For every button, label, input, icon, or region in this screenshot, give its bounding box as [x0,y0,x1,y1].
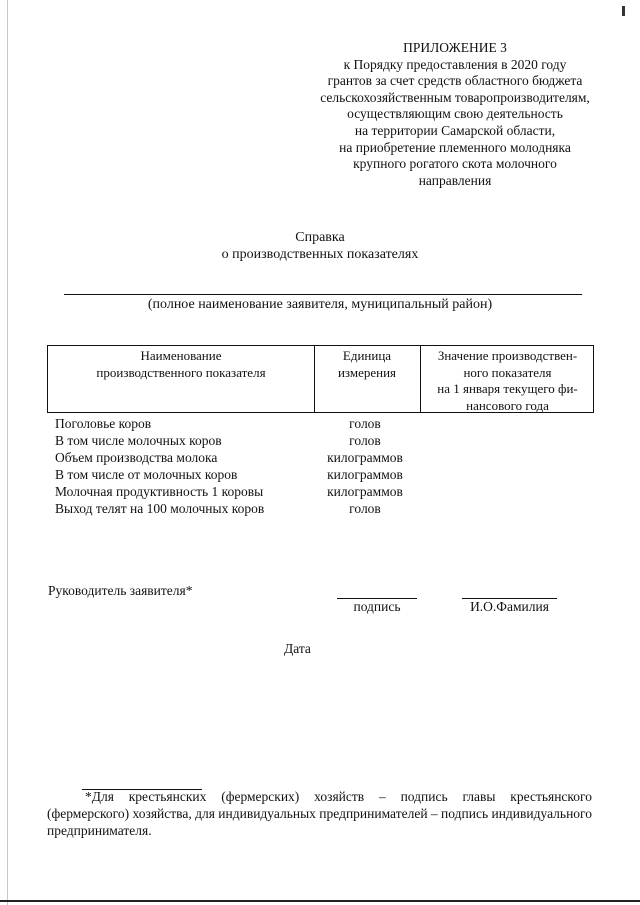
header-unit: Единица измерения [337,348,397,380]
appendix-line: направления [418,172,492,188]
applicant-name-line[interactable] [64,294,582,295]
footnote: *Для крестьянских (фермерских) хозяйств – подпись главы крестьянского (фермерского) хозяйства, для индивидуальных предпринимателей – подпись индивидуального предпринимателя. [47,789,592,838]
scan-mark [622,6,625,16]
table-row-unit: голов [349,501,381,516]
appendix-line: ПРИЛОЖЕНИЕ 3 [403,40,507,55]
appendix-line: осуществляющим свою деятельность [347,106,563,122]
table-row-name: В том числе молочных коров [55,433,222,448]
indicators-table-header [47,345,594,413]
name-caption: И.О.Фамилия [470,599,549,614]
appendix-line: крупного рогатого скота молочного [353,156,557,172]
applicant-caption: (полное наименование заявителя, муниципальный район) [147,297,493,312]
signature-caption: подпись [353,599,401,614]
page-subtitle: о производственных показателях [221,247,419,262]
table-row-unit: голов [349,433,381,448]
scan-left-edge [7,0,8,905]
scan-bottom-edge [0,900,640,902]
appendix-line: на территории Самарской области, [354,122,556,138]
table-row-name: Выход телят на 100 молочных коров [55,501,265,516]
table-row-name: Поголовье коров [55,416,152,431]
head-label: Руководитель заявителя* [48,583,193,598]
page-title: Справка [295,230,345,245]
appendix-line: грантов за счет средств областного бюджета [327,73,583,89]
table-row-name: Молочная продуктивность 1 коровы [55,484,264,499]
table-row-unit: килограммов [327,450,403,465]
appendix-line: сельскохозяйственным товаропроизводителям, [320,89,590,105]
table-row-unit: голов [349,416,381,431]
appendix-header [290,40,620,189]
table-row-name: В том числе от молочных коров [55,467,238,482]
appendix-line: к Порядку предоставления в 2020 году [343,56,567,72]
table-row-name: Объем производства молока [55,450,218,465]
table-row-unit: килограммов [327,484,403,499]
appendix-line: на приобретение племенного молодняка [339,139,571,155]
header-value: Значение производствен- ного показателя на 1 января текущего фи- нансового года [437,348,578,413]
table-row-unit: килограммов [327,467,403,482]
date-label: Дата [284,641,311,656]
header-indicator-name: Наименование производственного показателя [96,348,266,380]
